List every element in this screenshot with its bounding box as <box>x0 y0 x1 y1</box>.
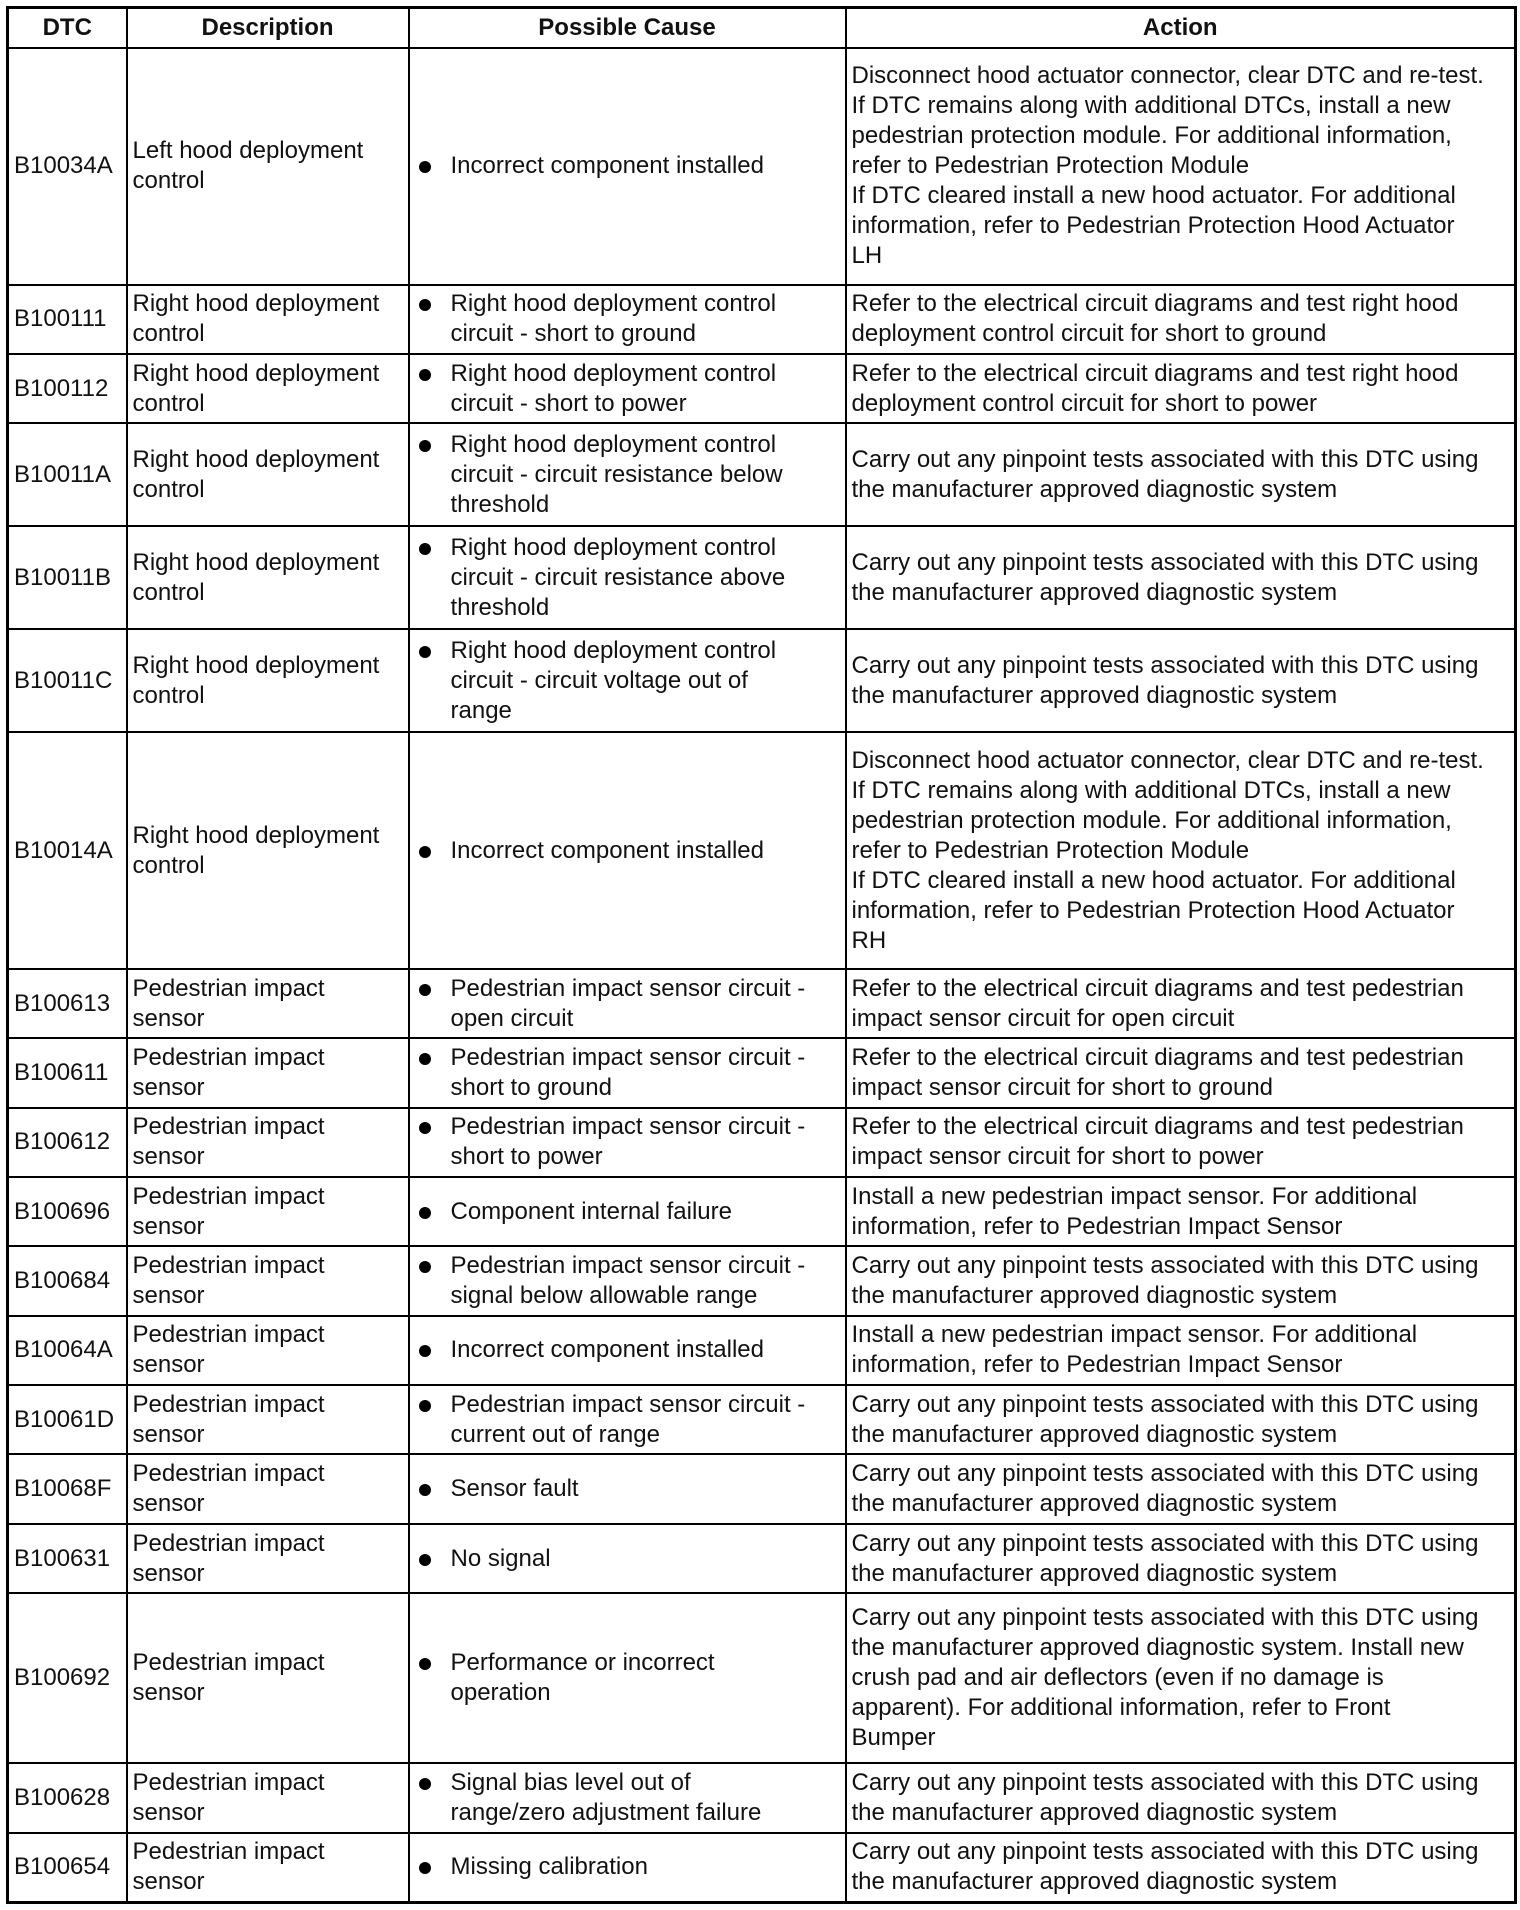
dtc-code: B100631 <box>8 1524 127 1593</box>
action-line: Refer to the electrical circuit diagrams and test pedestrian <box>851 1113 1464 1141</box>
cause-line: Incorrect component installed <box>450 1336 764 1364</box>
description-line: Right hood deployment <box>132 548 380 576</box>
cause-text <box>451 1043 840 1103</box>
cause-line: range <box>450 696 512 724</box>
action-line: Bumper <box>851 1724 936 1752</box>
possible-cause-cell <box>409 1385 846 1454</box>
description-cell <box>127 1833 409 1903</box>
action-line: information, refer to Pedestrian Protection Hood Actuator <box>851 896 1455 924</box>
possible-cause-cell <box>409 1454 846 1523</box>
action-line: Refer to the electrical circuit diagrams and test pedestrian <box>851 1044 1464 1072</box>
possible-cause-cell <box>409 1763 846 1832</box>
description-cell <box>127 1038 409 1107</box>
action-line: the manufacturer approved diagnostic system <box>851 1420 1338 1448</box>
action-line: If DTC cleared install a new hood actuator. For additional <box>851 866 1456 894</box>
dtc-code: B100628 <box>8 1763 127 1832</box>
action-line: LH <box>851 242 883 270</box>
description-line: sensor <box>132 1798 205 1826</box>
description-cell <box>127 285 409 354</box>
cause-line: Right hood deployment control <box>450 636 777 664</box>
action-line: information, refer to Pedestrian Protection Hood Actuator <box>851 212 1455 240</box>
action-cell <box>846 1038 1516 1107</box>
possible-cause-cell <box>409 1108 846 1177</box>
table-row <box>8 1177 1516 1246</box>
action-line: information, refer to Pedestrian Impact Sensor <box>851 1212 1343 1240</box>
action-line: Refer to the electrical circuit diagrams and test pedestrian <box>851 974 1464 1002</box>
cause-text <box>451 1197 840 1227</box>
dtc-code: B10011C <box>8 629 127 732</box>
dtc-code: B100692 <box>8 1593 127 1763</box>
action-line: crush pad and air deflectors (even if no damage is <box>851 1664 1384 1692</box>
action-line: the manufacturer approved diagnostic system <box>851 1868 1338 1896</box>
action-line: pedestrian protection module. For additional information, <box>851 122 1452 150</box>
cause-line: open circuit <box>450 1004 574 1032</box>
action-line: apparent). For additional information, refer to Front <box>851 1694 1391 1722</box>
table-row <box>8 1833 1516 1903</box>
possible-cause-cell <box>409 1524 846 1593</box>
cause-bullet-item <box>415 533 840 623</box>
bullet-icon <box>419 369 431 381</box>
possible-cause-cell <box>409 732 846 969</box>
description-cell <box>127 423 409 526</box>
description-line: Pedestrian impact <box>132 974 325 1002</box>
action-line: If DTC remains along with additional DTCs, install a new <box>851 776 1451 804</box>
cause-line: Signal bias level out of <box>450 1768 691 1796</box>
action-cell <box>846 423 1516 526</box>
bullet-icon <box>419 1862 431 1874</box>
table-row <box>8 1385 1516 1454</box>
cause-bullet-item <box>415 1197 840 1227</box>
possible-cause-cell <box>409 354 846 423</box>
cause-bullet-item <box>415 1474 840 1504</box>
bullet-icon <box>419 1122 431 1134</box>
description-line: sensor <box>132 1420 205 1448</box>
action-line: the manufacturer approved diagnostic system <box>851 1490 1338 1518</box>
possible-cause-cell <box>409 526 846 629</box>
possible-cause-cell <box>409 1177 846 1246</box>
cause-line: Pedestrian impact sensor circuit - <box>450 1113 806 1141</box>
cause-line: Right hood deployment control <box>450 290 777 318</box>
cause-line: Component internal failure <box>450 1197 732 1225</box>
cause-text <box>451 1112 840 1172</box>
table-row <box>8 969 1516 1038</box>
dtc-code: B10014A <box>8 732 127 969</box>
table-row <box>8 1316 1516 1385</box>
cause-text <box>451 1648 840 1708</box>
bullet-icon <box>419 1554 431 1566</box>
action-cell <box>846 1454 1516 1523</box>
description-line: control <box>132 167 205 195</box>
header-dtc: DTC <box>8 8 127 48</box>
cause-bullet-item <box>415 1335 840 1365</box>
table-row <box>8 1454 1516 1523</box>
description-cell <box>127 1246 409 1315</box>
cause-text <box>451 359 840 419</box>
description-line: Pedestrian impact <box>132 1529 325 1557</box>
cause-bullet-item <box>415 1043 840 1103</box>
description-line: Left hood deployment <box>132 137 364 165</box>
description-line: Pedestrian impact <box>132 1321 325 1349</box>
description-line: Pedestrian impact <box>132 1113 325 1141</box>
cause-line: Missing calibration <box>450 1853 648 1881</box>
table-row <box>8 1763 1516 1832</box>
cause-line: short to ground <box>450 1074 612 1102</box>
table-row <box>8 423 1516 526</box>
action-line: Carry out any pinpoint tests associated with this DTC using <box>851 445 1479 473</box>
dtc-code: B100112 <box>8 354 127 423</box>
cause-text <box>451 1390 840 1450</box>
possible-cause-cell <box>409 285 846 354</box>
description-cell <box>127 48 409 285</box>
cause-text <box>451 151 840 181</box>
action-line: the manufacturer approved diagnostic system <box>851 1798 1338 1826</box>
bullet-icon <box>419 299 431 311</box>
description-line: Right hood deployment <box>132 651 380 679</box>
cause-line: operation <box>450 1679 551 1707</box>
table-row <box>8 1246 1516 1315</box>
bullet-icon <box>419 161 431 173</box>
bullet-icon <box>419 543 431 555</box>
description-line: sensor <box>132 1004 205 1032</box>
cause-line: short to power <box>450 1143 603 1171</box>
action-line: deployment control circuit for short to power <box>851 389 1318 417</box>
cause-bullet-item <box>415 359 840 419</box>
dtc-code: B10064A <box>8 1316 127 1385</box>
description-cell <box>127 1524 409 1593</box>
description-line: control <box>132 681 205 709</box>
description-line: sensor <box>132 1212 205 1240</box>
cause-bullet-item <box>415 974 840 1034</box>
possible-cause-cell <box>409 1316 846 1385</box>
description-line: sensor <box>132 1490 205 1518</box>
description-cell <box>127 1108 409 1177</box>
cause-bullet-item <box>415 151 840 181</box>
cause-line: circuit - short to power <box>450 389 687 417</box>
description-cell <box>127 629 409 732</box>
action-line: Refer to the electrical circuit diagrams and test right hood <box>851 359 1459 387</box>
description-line: sensor <box>132 1074 205 1102</box>
table-header <box>8 8 1516 48</box>
action-cell <box>846 48 1516 285</box>
bullet-icon <box>419 1345 431 1357</box>
action-cell <box>846 1833 1516 1903</box>
cause-line: Pedestrian impact sensor circuit - <box>450 1390 806 1418</box>
cause-line: Incorrect component installed <box>450 152 764 180</box>
cause-bullet-item <box>415 1768 840 1828</box>
dtc-code: B100111 <box>8 285 127 354</box>
dtc-code: B100613 <box>8 969 127 1038</box>
description-line: sensor <box>132 1559 205 1587</box>
cause-line: circuit - circuit resistance above <box>450 563 786 591</box>
cause-line: Sensor fault <box>450 1475 579 1503</box>
possible-cause-cell <box>409 969 846 1038</box>
possible-cause-cell <box>409 48 846 285</box>
description-line: sensor <box>132 1351 205 1379</box>
action-line: the manufacturer approved diagnostic system <box>851 681 1338 709</box>
action-cell <box>846 969 1516 1038</box>
dtc-code: B100612 <box>8 1108 127 1177</box>
description-line: Right hood deployment <box>132 821 380 849</box>
description-line: Pedestrian impact <box>132 1252 325 1280</box>
description-line: Pedestrian impact <box>132 1838 325 1866</box>
description-line: Right hood deployment <box>132 359 380 387</box>
possible-cause-cell <box>409 423 846 526</box>
action-line: If DTC cleared install a new hood actuator. For additional <box>851 182 1456 210</box>
action-line: Carry out any pinpoint tests associated with this DTC using <box>851 1768 1479 1796</box>
action-cell <box>846 1316 1516 1385</box>
possible-cause-cell <box>409 629 846 732</box>
action-cell <box>846 354 1516 423</box>
description-cell <box>127 1177 409 1246</box>
dtc-code: B100684 <box>8 1246 127 1315</box>
action-cell <box>846 285 1516 354</box>
cause-line: circuit - short to ground <box>450 320 696 348</box>
cause-bullet-item <box>415 636 840 726</box>
dtc-code: B10061D <box>8 1385 127 1454</box>
description-line: sensor <box>132 1679 205 1707</box>
bullet-icon <box>419 984 431 996</box>
action-line: Carry out any pinpoint tests associated with this DTC using <box>851 651 1479 679</box>
cause-text <box>451 289 840 349</box>
action-line: information, refer to Pedestrian Impact Sensor <box>851 1351 1343 1379</box>
dtc-code: B100654 <box>8 1833 127 1903</box>
description-cell <box>127 732 409 969</box>
cause-text <box>451 1852 840 1882</box>
action-line: deployment control circuit for short to ground <box>851 320 1327 348</box>
cause-text <box>451 430 840 520</box>
cause-line: Pedestrian impact sensor circuit - <box>450 974 806 1002</box>
action-line: refer to Pedestrian Protection Module <box>851 152 1250 180</box>
description-cell <box>127 1385 409 1454</box>
cause-bullet-item <box>415 430 840 520</box>
cause-bullet-item <box>415 1390 840 1450</box>
action-line: the manufacturer approved diagnostic system <box>851 1282 1338 1310</box>
description-cell <box>127 1593 409 1763</box>
cause-text <box>451 836 840 866</box>
action-line: Install a new pedestrian impact sensor. For additional <box>851 1182 1418 1210</box>
table-row <box>8 1524 1516 1593</box>
cause-bullet-item <box>415 1544 840 1574</box>
bullet-icon <box>419 1400 431 1412</box>
cause-text <box>451 533 840 623</box>
description-line: Pedestrian impact <box>132 1460 325 1488</box>
description-line: Right hood deployment <box>132 445 380 473</box>
dtc-code: B100696 <box>8 1177 127 1246</box>
action-line: pedestrian protection module. For additional information, <box>851 806 1452 834</box>
action-line: RH <box>851 926 887 954</box>
cause-line: range/zero adjustment failure <box>450 1798 762 1826</box>
action-line: Carry out any pinpoint tests associated with this DTC using <box>851 1838 1479 1866</box>
cause-text <box>451 1544 840 1574</box>
cause-line: Right hood deployment control <box>450 359 777 387</box>
action-line: Install a new pedestrian impact sensor. For additional <box>851 1321 1418 1349</box>
description-line: control <box>132 320 205 348</box>
action-cell <box>846 1177 1516 1246</box>
possible-cause-cell <box>409 1038 846 1107</box>
cause-line: No signal <box>450 1544 551 1572</box>
possible-cause-cell <box>409 1246 846 1315</box>
action-cell <box>846 1593 1516 1763</box>
action-line: the manufacturer approved diagnostic system <box>851 578 1338 606</box>
action-cell <box>846 1385 1516 1454</box>
action-cell <box>846 1108 1516 1177</box>
bullet-icon <box>419 440 431 452</box>
action-line: Carry out any pinpoint tests associated with this DTC using <box>851 548 1479 576</box>
action-cell <box>846 629 1516 732</box>
bullet-icon <box>419 846 431 858</box>
cause-line: threshold <box>450 490 550 518</box>
cause-bullet-item <box>415 1648 840 1708</box>
bullet-icon <box>419 1261 431 1273</box>
cause-line: Right hood deployment control <box>450 430 777 458</box>
cause-line: Right hood deployment control <box>450 533 777 561</box>
table-row <box>8 354 1516 423</box>
action-line: impact sensor circuit for short to ground <box>851 1074 1274 1102</box>
cause-line: threshold <box>450 593 550 621</box>
cause-line: Performance or incorrect <box>450 1649 715 1677</box>
description-line: control <box>132 851 205 879</box>
description-line: sensor <box>132 1868 205 1896</box>
description-cell <box>127 1316 409 1385</box>
action-cell <box>846 1763 1516 1832</box>
description-line: Right hood deployment <box>132 290 380 318</box>
possible-cause-cell <box>409 1593 846 1763</box>
action-cell <box>846 1246 1516 1315</box>
cause-line: Pedestrian impact sensor circuit - <box>450 1252 806 1280</box>
description-line: Pedestrian impact <box>132 1182 325 1210</box>
description-cell <box>127 1763 409 1832</box>
cause-line: signal below allowable range <box>450 1282 758 1310</box>
action-line: impact sensor circuit for open circuit <box>851 1004 1235 1032</box>
action-line: Carry out any pinpoint tests associated with this DTC using <box>851 1460 1479 1488</box>
action-line: Carry out any pinpoint tests associated with this DTC using <box>851 1390 1479 1418</box>
bullet-icon <box>419 1778 431 1790</box>
cause-text <box>451 1768 840 1828</box>
table-row <box>8 1108 1516 1177</box>
table-row <box>8 48 1516 285</box>
bullet-icon <box>419 1207 431 1219</box>
dtc-code: B10011B <box>8 526 127 629</box>
action-line: Refer to the electrical circuit diagrams and test right hood <box>851 290 1459 318</box>
table-row <box>8 285 1516 354</box>
table-row <box>8 629 1516 732</box>
table-body <box>8 48 1516 1903</box>
action-line: Disconnect hood actuator connector, clear DTC and re-test. <box>851 746 1484 774</box>
dtc-code: B10068F <box>8 1454 127 1523</box>
dtc-table <box>6 6 1517 1904</box>
cause-bullet-item <box>415 836 840 866</box>
header-description: Description <box>127 8 409 48</box>
description-cell <box>127 969 409 1038</box>
description-cell <box>127 354 409 423</box>
description-cell <box>127 1454 409 1523</box>
action-line: Carry out any pinpoint tests associated with this DTC using <box>851 1604 1479 1632</box>
header-action: Action <box>846 8 1516 48</box>
description-cell <box>127 526 409 629</box>
action-line: Disconnect hood actuator connector, clear DTC and re-test. <box>851 62 1484 90</box>
dtc-code: B10011A <box>8 423 127 526</box>
description-line: Pedestrian impact <box>132 1044 325 1072</box>
table-row <box>8 1038 1516 1107</box>
cause-text <box>451 974 840 1034</box>
action-cell <box>846 1524 1516 1593</box>
dtc-code: B10034A <box>8 48 127 285</box>
cause-text <box>451 1251 840 1311</box>
possible-cause-cell <box>409 1833 846 1903</box>
bullet-icon <box>419 1484 431 1496</box>
cause-bullet-item <box>415 289 840 349</box>
bullet-icon <box>419 1053 431 1065</box>
description-line: sensor <box>132 1143 205 1171</box>
header-possible-cause: Possible Cause <box>409 8 846 48</box>
action-cell <box>846 732 1516 969</box>
cause-text <box>451 1335 840 1365</box>
bullet-icon <box>419 646 431 658</box>
cause-text <box>451 636 840 726</box>
table-row <box>8 526 1516 629</box>
description-line: control <box>132 578 205 606</box>
dtc-code: B100611 <box>8 1038 127 1107</box>
description-line: control <box>132 389 205 417</box>
description-line: control <box>132 475 205 503</box>
description-line: sensor <box>132 1282 205 1310</box>
action-line: the manufacturer approved diagnostic system <box>851 1559 1338 1587</box>
cause-line: current out of range <box>450 1420 660 1448</box>
cause-text <box>451 1474 840 1504</box>
cause-bullet-item <box>415 1852 840 1882</box>
action-cell <box>846 526 1516 629</box>
table-row <box>8 1593 1516 1763</box>
action-line: refer to Pedestrian Protection Module <box>851 836 1250 864</box>
cause-bullet-item <box>415 1251 840 1311</box>
action-line: Carry out any pinpoint tests associated with this DTC using <box>851 1529 1479 1557</box>
description-line: Pedestrian impact <box>132 1649 325 1677</box>
cause-line: circuit - circuit voltage out of <box>450 666 748 694</box>
description-line: Pedestrian impact <box>132 1768 325 1796</box>
action-line: the manufacturer approved diagnostic system <box>851 475 1338 503</box>
cause-line: Incorrect component installed <box>450 836 764 864</box>
action-line: If DTC remains along with additional DTCs, install a new <box>851 92 1451 120</box>
header-row <box>8 8 1516 48</box>
cause-line: circuit - circuit resistance below <box>450 460 783 488</box>
action-line: Carry out any pinpoint tests associated with this DTC using <box>851 1252 1479 1280</box>
cause-bullet-item <box>415 1112 840 1172</box>
cause-line: Pedestrian impact sensor circuit - <box>450 1044 806 1072</box>
table-row <box>8 732 1516 969</box>
action-line: the manufacturer approved diagnostic system. Install new <box>851 1634 1464 1662</box>
description-line: Pedestrian impact <box>132 1390 325 1418</box>
bullet-icon <box>419 1658 431 1670</box>
action-line: impact sensor circuit for short to power <box>851 1143 1264 1171</box>
